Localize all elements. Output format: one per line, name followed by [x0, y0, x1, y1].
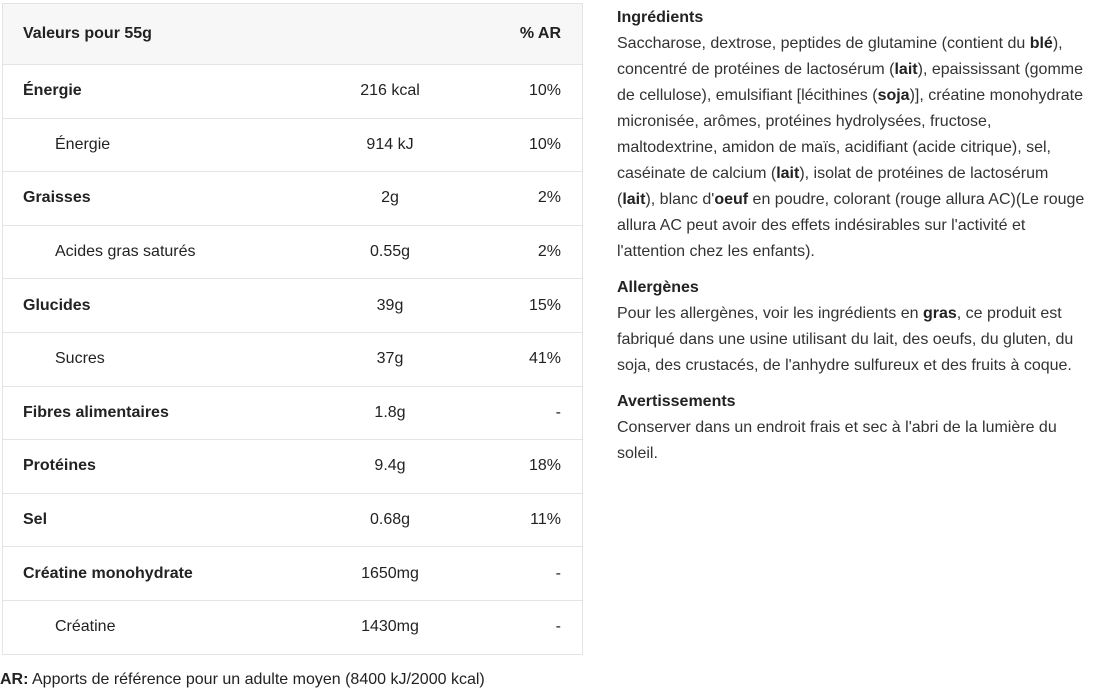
- allergen-highlight: oeuf: [714, 191, 749, 208]
- nutrition-table: [2, 3, 583, 655]
- ingredients-title: Ingrédients: [617, 9, 704, 26]
- product-info: [617, 5, 1087, 477]
- allergen-highlight: gras: [922, 305, 957, 322]
- table-header: [3, 4, 582, 64]
- nutrient-value: 37g: [376, 350, 404, 368]
- warnings-text: Conserver dans un endroit frais et sec à l'abri de la lumière du soleil.: [617, 419, 1057, 462]
- nutrient-ar: 11%: [530, 511, 561, 529]
- nutrient-value: 1.8g: [374, 403, 406, 421]
- nutrient-ar: 2%: [537, 189, 561, 207]
- allergen-highlight: blé: [1029, 35, 1053, 52]
- nutrient-value: 914 kJ: [366, 135, 414, 153]
- ingredients-text: Saccharose, dextrose, peptides de glutamine (contient du blé), concentré de protéines de lactosérum (lait), epaississant (gomme de cellulose), emulsifiant [lécithines (soja)], créatine monohydrate micronisée, arômes, protéines hydrolysées, fructose, maltodextrine, amidon de maïs, acidifiant (acide citrique), sel, caséinate de calcium (lait), isolat de protéines de lactosérum (lait), blanc d'oeuf en poudre, colorant (rouge allura AC)(Le rouge allura AC peut avoir des effets indésirables sur l'activité et l'attention chez les enfants).: [617, 35, 1085, 260]
- nutrient-value: 216 kcal: [360, 82, 420, 100]
- nutrient-ar: 18%: [528, 457, 561, 475]
- table-row: [3, 118, 582, 172]
- allergens-text: Pour les allergènes, voir les ingrédients en gras, ce produit est fabriqué dans une usine utilisant du lait, des oeufs, du gluten, du soja, des crustacés, de l'anhydre sulfureux et des fruits à coque.: [617, 305, 1074, 374]
- nutrient-value: 39g: [376, 296, 404, 314]
- warnings-title: Avertissements: [617, 393, 736, 410]
- nutrient-value: 9.4g: [374, 457, 406, 475]
- nutrient-name: Énergie: [55, 135, 111, 153]
- table-row: [3, 600, 582, 654]
- allergen-highlight: lait: [894, 61, 918, 78]
- nutrient-ar: -: [555, 564, 561, 582]
- nutrient-name: Acides gras saturés: [55, 243, 196, 261]
- nutrient-ar: 2%: [537, 243, 561, 261]
- table-row: [3, 278, 582, 332]
- nutrient-name: Protéines: [23, 457, 96, 475]
- table-row: [3, 64, 582, 118]
- nutrient-name: Glucides: [23, 296, 91, 314]
- allergen-highlight: soja: [877, 87, 910, 104]
- table-row: [3, 439, 582, 493]
- nutrient-name: Énergie: [23, 82, 82, 100]
- table-row: [3, 332, 582, 386]
- nutrient-name: Créatine: [55, 618, 116, 636]
- nutrient-value: 0.68g: [369, 511, 411, 529]
- nutrient-value: 1650mg: [361, 564, 419, 582]
- table-row: [3, 386, 582, 440]
- footnote-text: Apports de référence pour un adulte moyen (8400 kJ/2000 kcal): [28, 671, 485, 688]
- table-row: [3, 546, 582, 600]
- nutrient-value: 0.55g: [369, 243, 411, 261]
- allergen-highlight: lait: [622, 191, 646, 208]
- nutrient-name: Fibres alimentaires: [23, 403, 169, 421]
- allergens-section: [617, 275, 1087, 379]
- nutrient-ar: 41%: [528, 350, 561, 368]
- nutrient-value: 1430mg: [361, 618, 419, 636]
- nutrient-name: Sel: [23, 511, 48, 529]
- footnote-label: AR:: [0, 671, 29, 688]
- nutrient-ar: 15%: [528, 296, 561, 314]
- allergens-title: Allergènes: [617, 279, 699, 296]
- nutrient-name: Créatine monohydrate: [23, 564, 193, 582]
- table-row: [3, 225, 582, 279]
- nutrient-ar: -: [555, 618, 561, 636]
- ingredients-section: [617, 5, 1087, 265]
- nutrient-name: Sucres: [55, 350, 105, 368]
- header-ar: % AR: [519, 25, 561, 42]
- allergen-highlight: lait: [776, 165, 800, 182]
- nutrient-name: Graisses: [23, 189, 91, 207]
- warnings-section: [617, 389, 1087, 467]
- reference-intake-footnote: [0, 671, 485, 689]
- nutrient-value: 2g: [381, 189, 399, 207]
- nutrient-ar: 10%: [528, 135, 561, 153]
- header-name: Valeurs pour 55g: [23, 25, 152, 42]
- table-row: [3, 493, 582, 547]
- nutrient-ar: -: [555, 403, 561, 421]
- nutrient-ar: 10%: [528, 82, 561, 100]
- table-row: [3, 171, 582, 225]
